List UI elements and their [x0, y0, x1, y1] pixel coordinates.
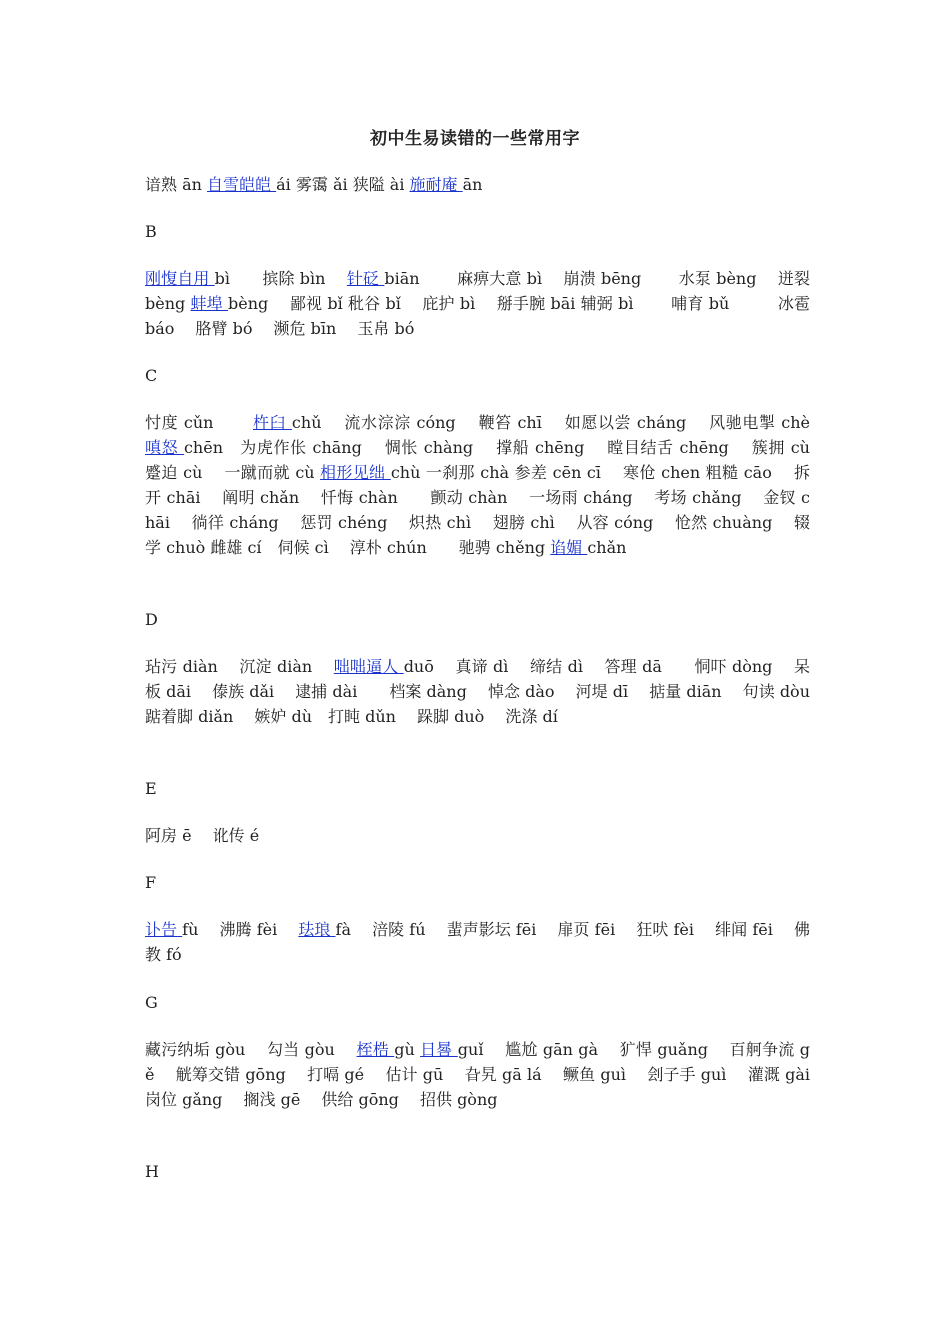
- paragraph-a: [145, 172, 810, 197]
- section-e-body: [145, 823, 810, 848]
- text-run: 玷污 diàn 沉淀 diàn: [145, 657, 334, 676]
- paragraph-b: [145, 266, 810, 341]
- text-run: 阿房 ē 讹传 é: [145, 826, 260, 845]
- section-letter-f: F: [145, 873, 157, 892]
- section-g-body: [145, 1037, 832, 1112]
- link-term[interactable]: 嗔怒: [145, 438, 184, 457]
- text-run: ái 雾霭 ǎi 狭隘 ài: [276, 175, 410, 194]
- section-e: [145, 776, 810, 801]
- link-term[interactable]: 相形见绌: [320, 463, 391, 482]
- section-c-body: [145, 410, 843, 560]
- section-letter-b: B: [145, 222, 157, 241]
- text-run: chǎn: [587, 538, 627, 557]
- link-term[interactable]: 讣告: [145, 920, 183, 939]
- text-run: bì 摈除 bìn: [214, 269, 347, 288]
- section-d: [145, 607, 810, 632]
- text-run: 忖度 cǔn: [145, 413, 253, 432]
- link-term[interactable]: 日晷: [420, 1040, 458, 1059]
- section-letter-h: H: [145, 1162, 159, 1181]
- link-term[interactable]: 刚愎自用: [145, 269, 215, 288]
- paragraph-d: [145, 654, 832, 729]
- link-term[interactable]: 珐琅: [298, 920, 336, 939]
- text-run: fà 涪陵 fú 蜚声影坛 fēi 扉页 fēi 狂吠 fèi 绯闻 fēi 佛教 fó: [145, 920, 810, 964]
- section-d-body: [145, 654, 832, 729]
- page-title: 初中生易读错的一些常用字: [370, 129, 580, 149]
- text-run: chēn 为虎作伥 chāng 惆怅 chàng 撑船 chēng 瞠目结舌 chēng 簇拥 cù 蹙迫 cù 一蹴而就 cù: [145, 438, 842, 482]
- section-h: [145, 1159, 810, 1184]
- text-run: bèng 鄙视 bǐ 秕谷 bǐ 庇护 bì 掰手腕 bāi 辅弼 bì 哺育 bǔ 冰雹 báo 胳臂 bó 濒危 bīn 玉帛 bó: [145, 294, 810, 338]
- text-run: biān 麻痹大意 bì 崩溃 bēng 水泵 bèng 迸裂 bèng: [145, 269, 811, 313]
- text-run: 藏污纳垢 gòu 勾当 gòu: [145, 1040, 357, 1059]
- link-term[interactable]: 自雪皑皑: [207, 175, 277, 194]
- text-run: duō 真谛 dì 缔结 dì 答理 dā 恫吓 dòng 呆板 dāi 傣族 dǎi 逮捕 dài 档案 dàng 悼念 dào 河堤 dī 掂量 diān 句读 dòu 踮着脚 diǎn 嫉妒 dù 打盹 dǔn 跺脚 duò 洗涤 dí: [145, 657, 832, 726]
- link-term[interactable]: 杵臼: [253, 413, 292, 432]
- section-c: [145, 363, 810, 388]
- paragraph-c: [145, 410, 843, 560]
- link-term[interactable]: 咄咄逼人: [333, 657, 404, 676]
- text-run: fù 沸腾 fèi: [182, 920, 299, 939]
- section-b: [145, 219, 810, 244]
- paragraph-g: [145, 1037, 832, 1112]
- text-run: guǐ 尴尬 gān gà 犷悍 guǎng 百舸争流 gě 觥筹交错 gōng 打嗝 gé 估计 gū 旮旯 gā lá 鳜鱼 guì 刽子手 guì 灌溉 gài 岗位 gǎng 搁浅 gē 供给 gōng 招供 gòng: [145, 1040, 832, 1109]
- text-run: chǔ 流水淙淙 cóng 鞭笞 chī 如愿以尝 cháng 风驰电掣 chè: [291, 413, 843, 432]
- text-run: gù: [394, 1040, 421, 1059]
- text-run: 谙熟 ān: [145, 175, 202, 194]
- text-run: chù 一刹那 chà 参差 cēn cī 寒伧 chen 粗糙 cāo 拆开 chāi 阐明 chǎn 忏悔 chàn 颤动 chàn 一场雨 cháng 考场 chǎng 金钗 chāi 徜徉 cháng 惩罚 chéng 炽热 chì 翅膀 chì 从容 cóng 怆然 chuàng 辍学 chuò 雌雄 cí 伺候 cì 淳朴 chún 驰骋 chěng: [145, 463, 810, 557]
- paragraph-f: [145, 917, 810, 967]
- section-letter-g: G: [145, 993, 158, 1012]
- text-run: ān: [462, 175, 483, 194]
- section-f-body: [145, 917, 810, 967]
- section-f: [145, 870, 810, 895]
- section-a: [145, 172, 810, 197]
- link-term[interactable]: 针砭: [346, 269, 385, 288]
- section-letter-c: C: [145, 366, 158, 385]
- paragraph-e: [145, 823, 810, 848]
- section-b-body: [145, 266, 810, 341]
- section-letter-e: E: [145, 779, 157, 798]
- section-letter-d: D: [145, 610, 158, 629]
- link-term[interactable]: 桎梏: [356, 1040, 395, 1059]
- section-g: [145, 990, 810, 1015]
- link-term[interactable]: 谄媚: [550, 538, 588, 557]
- link-term[interactable]: 蚌埠: [190, 294, 229, 313]
- link-term[interactable]: 施耐庵: [409, 175, 463, 194]
